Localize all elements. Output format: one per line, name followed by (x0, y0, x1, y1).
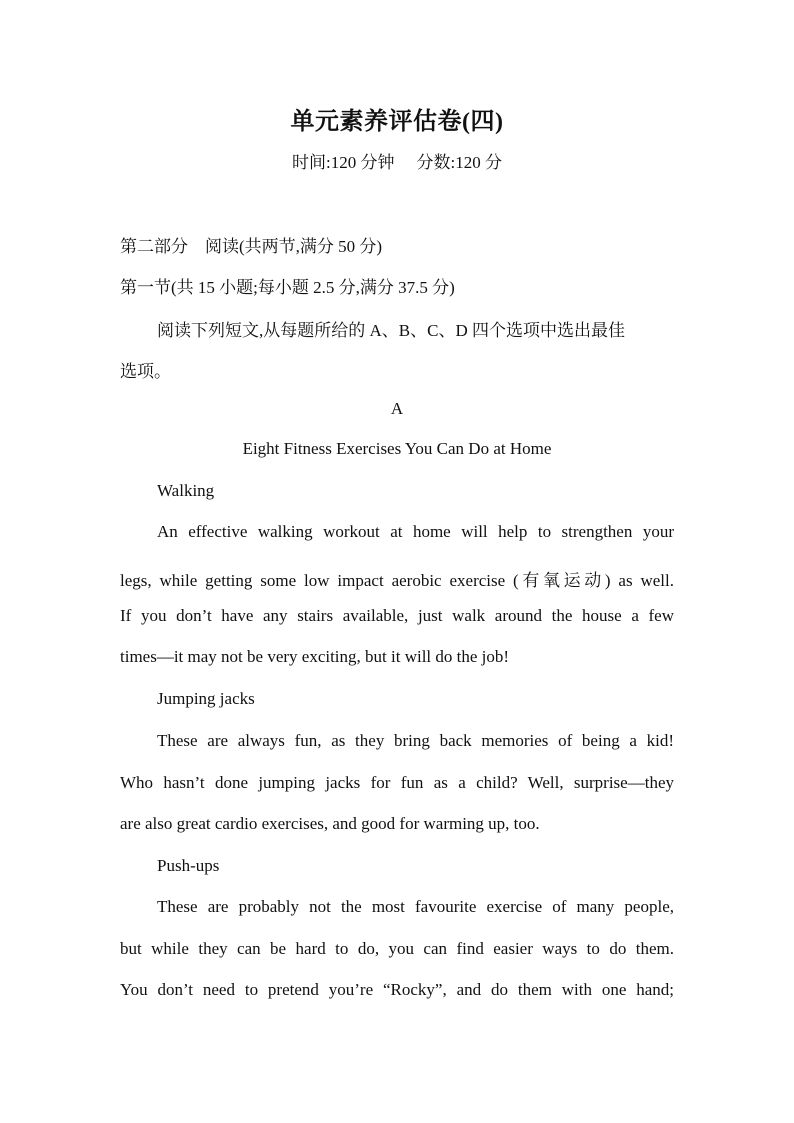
paragraph-line: An effective walking workout at home will help to strengthen your (157, 522, 674, 541)
instruction-line-2: 选项。 (120, 362, 171, 381)
part-heading: 第二部分 阅读(共两节,满分 50 分) (120, 237, 383, 256)
paragraph-line: Who hasn’t done jumping jacks for fun as a child? Well, surprise—they (120, 773, 674, 792)
paragraph-line: These are probably not the most favourite exercise of many people, (157, 897, 674, 916)
paragraph-line: times—it may not be very exciting, but it will do the job! (120, 647, 510, 666)
paragraph-line: You don’t need to pretend you’re “Rocky”, and do them with one hand; (120, 980, 674, 999)
paragraph-line: These are always fun, as they bring back memories of being a kid! (157, 731, 674, 750)
paragraph-line: If you don’t have any stairs available, just walk around the house a few (120, 606, 674, 625)
page-title: 单元素养评估卷(四) (290, 109, 504, 135)
paragraph-line: but while they can be hard to do, you can find easier ways to do them. (120, 939, 674, 958)
passage-title: Eight Fitness Exercises You Can Do at Home (242, 439, 552, 458)
push-ups-heading: Push-ups (157, 856, 220, 875)
walking-heading: Walking (157, 481, 215, 500)
paragraph-line: legs, while getting some low impact aerobic exercise (有氧运动) as well. (120, 571, 674, 590)
passage-label: A (390, 399, 404, 418)
total-score: 分数:120 分 (416, 153, 502, 172)
instruction-line-1: 阅读下列短文,从每题所给的 A、B、C、D 四个选项中选出最佳 (157, 321, 625, 340)
exam-meta (0, 148, 794, 173)
time-limit: 时间:120 分钟 (292, 153, 395, 172)
paragraph-line: are also great cardio exercises, and good for warming up, too. (120, 814, 540, 833)
subsection-heading: 第一节(共 15 小题;每小题 2.5 分,满分 37.5 分) (120, 278, 455, 297)
jumping-jacks-heading: Jumping jacks (157, 689, 255, 708)
